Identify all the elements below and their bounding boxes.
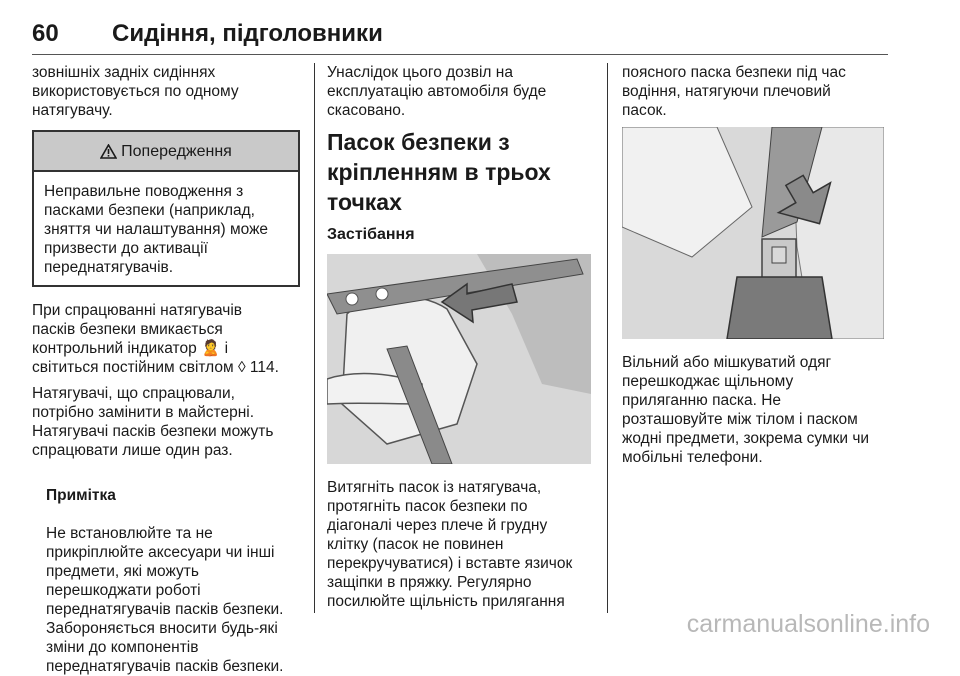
section-heading: Пасок безпеки з кріпленням в трьох точках [327, 129, 551, 215]
seatbelt-buckle-illustration [622, 127, 884, 339]
watermark: carmanualsonline.info [686, 610, 930, 638]
pretensioner-indicator-text: При спрацюванні натягувачів пасків безпеки вмикається контрольний індикатор 🙎 і світиться постійним світлом ◊ 114. [32, 302, 279, 376]
note-label: Примітка [46, 487, 116, 504]
warning-body: Неправильне поводження з пасками безпеки (наприклад, зняття чи налаштування) може призвести до активації переднатягувачів. [44, 183, 269, 276]
intro-text: поясного паска безпеки під час водіння, натягуючи плечовий пасок. [622, 64, 846, 119]
warning-box [32, 130, 300, 287]
page-header [32, 20, 888, 55]
clothing-advice-text: Вільний або мішкуватий одяг перешкоджає щільному приляганню паска. Не розташовуйте між тілом і паском жодні предмети, зокрема сумки чи мобільні телефони. [622, 354, 870, 466]
warning-icon [100, 144, 117, 159]
warning-header [34, 132, 298, 172]
column-divider [607, 63, 608, 613]
pretensioner-replace-text: Натягувачі, що спрацювали, потрібно замінити в майстерні. Натягувачі пасків безпеки можуть спрацювати лише один раз. [32, 385, 274, 459]
column-left [32, 63, 300, 676]
intro-text: Унаслідок цього дозвіл на експлуатацію автомобіля буде скасовано. [327, 64, 547, 119]
fastening-instructions: Витягніть пасок із натягувача, протягніть пасок безпеки по діагоналі через плече й грудну клітку (пасок не повинен перекручуватися) і вставте язичок защіпки в пряжку. Регулярно посилюйте щільність прилягання [327, 479, 573, 610]
intro-text: зовнішніх задніх сидіннях використовується по одному натягувачу. [32, 64, 239, 119]
page-number: 60 [32, 20, 59, 47]
section-subheading: Застібання [327, 226, 415, 243]
warning-title: Попередження [121, 142, 232, 160]
note-body: Не встановлюйте та не прикріплюйте аксесуари чи інші предмети, які можуть перешкоджати роботі переднатягувачів пасків безпеки. Забороняється вносити будь-які зміни до компонентів переднатягувачів пасків безпеки. [46, 525, 284, 675]
column-right [622, 63, 890, 474]
page-title: Сидіння, підголовники [112, 20, 383, 47]
note-block [46, 467, 300, 676]
column-divider [314, 63, 315, 613]
seatbelt-fastening-illustration [327, 254, 591, 464]
column-middle [327, 63, 591, 618]
